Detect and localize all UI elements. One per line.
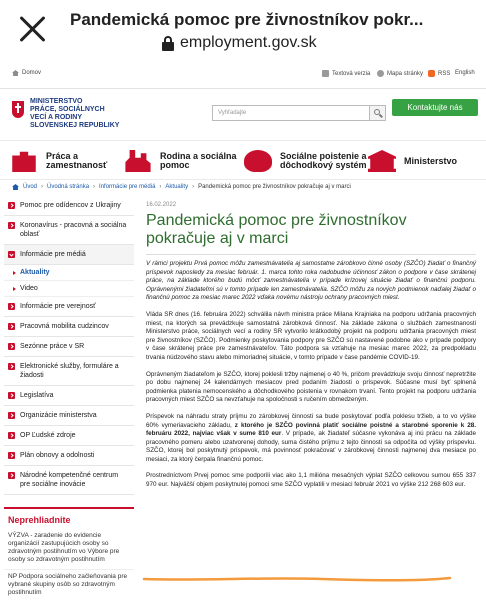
ministry-name xyxy=(30,98,119,130)
sidebar-item-label: Informácie pre verejnosť xyxy=(20,303,96,310)
coat-of-arms-icon xyxy=(12,101,24,118)
url-display[interactable] xyxy=(162,34,317,52)
sidebar-item-label: Elektronické služby, formuláre a žiadosti xyxy=(20,363,119,379)
site-map-label: Mapa stránky xyxy=(387,70,424,77)
home-link[interactable] xyxy=(12,70,41,76)
divider xyxy=(146,254,476,255)
contact-button[interactable]: Kontaktujte nás xyxy=(392,99,478,116)
article-lead: V rámci projektu Prvá pomoc môžu zamestnávatelia aj samostatne zárobkovo činné osoby (SZČO) žiadať o finančný príspevok naposledy za mesiac február. 1. marca tohto roka nadobudne účinnosť zákon o podpore v čase skrátenej práce, na základe ktorého budú môcť zamestnávatelia v prípade krízovej situácie žiadať o finančnú podporu. Oprávnenými žiadateľmi sú v tomto prípade len zamestnávatelia. SZČO môžu za nových podmienok naďalej žiadať o finančnú pomoc za mesiac marec 2022 vďaka novému nástroju ochrany pracovných miest. xyxy=(146,260,476,302)
sidebar xyxy=(4,196,134,600)
breadcrumb-item[interactable]: Úvod xyxy=(23,184,38,190)
lock-icon xyxy=(162,36,174,51)
browser-page-title: Pandemická pomoc pre živnostníkov pokr... xyxy=(70,10,424,29)
chevron-right-icon xyxy=(8,303,15,310)
notice-item[interactable]: NP Podpora sociálneho začleňovania pre vybrané skupiny osôb so zdravotným postihnutím xyxy=(4,570,134,600)
search-button[interactable] xyxy=(370,105,386,121)
article-paragraph: Príspevok na náhradu straty príjmu zo zárobkovej činnosti sa bude poskytovať podľa poklesu tržieb, a to vo výške 60% vymeriavacieho základu, z ktorého je SZČO povinná platiť sociálne poistné a starobné sporenie k 28. februáru 2022, najviac však v sume 810 eur. V prípade, ak žiadateľ súčasne vykonáva aj inú prácu na základe pracovného pomeru alebo uzatvorenej dohody, suma čistého príjmu z tejto činnosti sa odpočíta od výšky príspevku. SZČO, ktorej bol poskytnutý príspevok, má povinnosť pokračovať v zárobkovej činnosti najmenej dva mesiace po mesiaci, za ktorý čerpala finančnú pomoc. xyxy=(146,412,476,463)
text-version-icon xyxy=(322,70,329,77)
article-date: 16.02.2022 xyxy=(146,202,177,208)
logo-line-3: VECÍ A RODINY xyxy=(30,114,82,121)
sidebar-item-label: Národné kompetenčné centrum pre sociálne inovácie xyxy=(20,472,119,488)
chevron-right-icon xyxy=(8,452,15,459)
site-map-icon xyxy=(377,70,384,77)
sidebar-item-op[interactable] xyxy=(4,426,134,446)
text-version-label: Textová verzia xyxy=(332,70,371,77)
menu-item-family-label: Rodina a sociálna pomoc xyxy=(160,151,237,170)
sidebar-item-label: Koronavírus - pracovná a sociálna oblasť xyxy=(20,222,127,238)
building-icon xyxy=(368,150,396,172)
article-paragraph: Oprávneným žiadateľom je SZČO, ktorej poklesli tržby najmenej o 40 %, pričom prevádzkuje svoju činnosť nepretržite po dobu najmenej 24 kalendárnych mesiacov pred podaním žiadosti o príspevok. Súčasne musí byť splnená podmienka platenia nemocenského a dôchodkového poistenia v rovnakom trvaní. Tento projekt na podporu udržania pracovných miest SZČO sa nevzťahuje na spoločnosti s ručením obmedzeným. xyxy=(146,370,476,404)
rss-link[interactable] xyxy=(428,70,450,77)
sidebar-item-label: OP Ľudské zdroje xyxy=(20,432,76,439)
breadcrumb: Úvod › Úvodná stránka › Informácie pre médiá › Aktuality › Pandemická pomoc pre živnostníkov pokračuje aj v marci xyxy=(12,184,351,190)
sidebar-item-label: Legislatíva xyxy=(20,392,54,399)
search-input[interactable]: Vyhľadajte xyxy=(212,105,370,121)
logo-line-2: PRÁCE, SOCIÁLNYCH xyxy=(30,106,105,113)
main-menu xyxy=(0,140,486,180)
browser-top-bar xyxy=(0,0,486,58)
home-icon xyxy=(12,70,19,76)
sidebar-item-public[interactable] xyxy=(4,297,134,317)
breadcrumb-current: Pandemická pomoc pre živnostníkov pokračuje aj v marci xyxy=(198,184,351,190)
breadcrumb-item[interactable]: Aktuality xyxy=(165,184,189,190)
logo-line-1: MINISTERSTVO xyxy=(30,98,83,105)
home-icon xyxy=(12,184,19,190)
sidebar-item-covid[interactable] xyxy=(4,216,134,245)
article-title: Pandemická pomoc pre živnostníkov pokračuje aj v marci xyxy=(146,212,407,247)
sidebar-item-recovery[interactable] xyxy=(4,446,134,466)
chevron-right-icon xyxy=(8,392,15,399)
rss-icon xyxy=(428,70,435,77)
sidebar-item-label: Informácie pre médiá xyxy=(20,251,86,258)
menu-item-ministry[interactable] xyxy=(368,145,457,177)
sidebar-item-legislation[interactable] xyxy=(4,386,134,406)
article xyxy=(146,196,476,490)
english-link[interactable] xyxy=(455,70,475,76)
highlight-underline xyxy=(142,576,452,582)
close-icon[interactable] xyxy=(18,14,48,44)
chevron-right-icon xyxy=(8,202,15,209)
chevron-right-icon xyxy=(8,222,15,229)
home-link-label: Domov xyxy=(22,70,42,76)
menu-item-ministry-label: Ministerstvo xyxy=(404,155,458,166)
sidebar-item-media[interactable] xyxy=(4,245,134,265)
menu-item-work-label: Práca a zamestnanosť xyxy=(46,151,108,170)
notice-box xyxy=(4,507,134,600)
url-text: employment.gov.sk xyxy=(180,34,317,51)
family-icon xyxy=(124,150,152,172)
breadcrumb-item[interactable]: Úvodná stránka xyxy=(47,184,90,190)
utility-bar xyxy=(0,64,486,84)
briefcase-icon xyxy=(10,150,38,172)
sidebar-item-label: Plán obnovy a odolnosti xyxy=(20,452,95,459)
sidebar-item-label: Organizácie ministerstva xyxy=(20,412,97,419)
article-paragraph: Prostredníctvom Prvej pomoc sme podporili viac ako 1,1 milióna mesačných výplat SZČO celkovou sumou 655 337 970 eur. Najväčší objem poskytnutej pomoci sme SZČO vyplatili v mesiaci február 2021 vo výške 212 268 603 eur. xyxy=(146,472,476,489)
sidebar-item-organizations[interactable] xyxy=(4,406,134,426)
chevron-right-icon xyxy=(8,432,15,439)
piggy-bank-icon xyxy=(244,150,272,172)
sidebar-item-eservices[interactable] xyxy=(4,357,134,386)
english-label: English xyxy=(455,70,475,76)
chevron-right-icon xyxy=(8,343,15,350)
logo-line-4: SLOVENSKEJ REPUBLIKY xyxy=(30,122,120,129)
sidebar-item-label: Pomoc pre odídencov z Ukrajiny xyxy=(20,202,121,209)
article-paragraph: Vláda SR dnes (16. februára 2022) schválila návrh ministra práce Milana Krajniaka na podporu udržania pracovných miest, na ktorých sa prevádzkuje samostatná zárobková činnosť. Na základe zákona o službách zamestnanosti Ministerstvo práce, sociálnych vecí a rodiny SR vytvorilo krátkodobý projekt na podporu udržania pracovných miest pre živnostníkov (SZČO). Podmienky poskytovania podpory pre SZČO sú nastavené podobne ako v prípade podpory v čase skrátenej práce pre zamestnávateľov. Táto podpora sa vzťahuje na mesiac marec 2022, za predpokladu trvania núdzového stavu alebo mimoriadnej situácie, v tomto prípade v čase pandémie COVID-19. xyxy=(146,310,476,361)
chevron-right-icon xyxy=(8,412,15,419)
sidebar-item-seasonal[interactable] xyxy=(4,337,134,357)
chevron-right-icon xyxy=(8,363,15,370)
menu-item-work[interactable] xyxy=(10,145,107,177)
chevron-right-icon xyxy=(8,472,15,479)
sidebar-item-label: Pracovná mobilita cudzincov xyxy=(20,323,109,330)
chevron-right-icon xyxy=(8,323,15,330)
sidebar-item-innovation[interactable] xyxy=(4,466,134,495)
site-header xyxy=(0,88,486,148)
notice-title: Neprehliadnite xyxy=(8,515,71,525)
breadcrumb-item[interactable]: Informácie pre médiá xyxy=(99,184,156,190)
text-version-link[interactable] xyxy=(322,70,370,77)
rss-label: RSS xyxy=(438,70,451,77)
sidebar-subitem-video[interactable]: Video xyxy=(4,281,134,297)
sidebar-subitem-news[interactable]: Aktuality xyxy=(4,265,134,281)
web-page xyxy=(0,60,486,600)
sidebar-item-mobility[interactable] xyxy=(4,317,134,337)
chevron-down-icon xyxy=(8,251,15,258)
notice-item[interactable]: VÝZVA - zaradenie do evidencie organizácií zastupujúcich osoby so zdravotným postihnutím vo Výbore pre osoby so zdravotným postihnutím xyxy=(4,529,134,570)
sidebar-item-label: Sezónne práce v SR xyxy=(20,343,85,350)
sidebar-item-ukraine[interactable] xyxy=(4,196,134,216)
ministry-logo[interactable] xyxy=(12,98,119,130)
menu-item-insurance[interactable] xyxy=(244,145,367,177)
menu-item-family[interactable] xyxy=(124,145,237,177)
site-map-link[interactable] xyxy=(377,70,423,77)
menu-item-insurance-label: Sociálne poistenie a dôchodkový systém xyxy=(280,151,367,170)
